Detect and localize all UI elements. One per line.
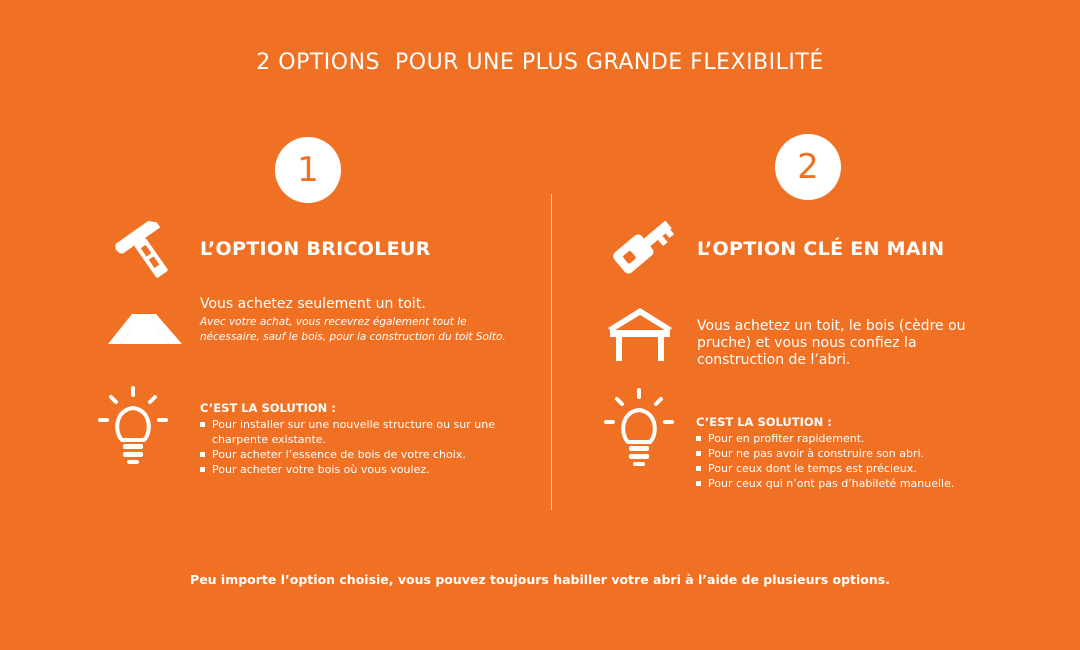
list-item: Pour ceux dont le temps est précieux. <box>696 461 1016 476</box>
column-divider <box>551 194 552 510</box>
solution-block <box>200 401 530 477</box>
list-item: Pour ne pas avoir à construire son abri. <box>696 446 1016 461</box>
list-item: Pour acheter votre bois où vous voulez. <box>200 462 530 477</box>
roof-icon <box>108 312 184 348</box>
page-title: 2 OPTIONS POUR UNE PLUS GRANDE FLEXIBILITÉ <box>256 50 824 75</box>
solution-list <box>200 417 530 477</box>
hammer-icon <box>106 214 182 278</box>
footer-note: Peu importe l’option choisie, vous pouvez toujours habiller votre abri à l’aide de plusieurs options. <box>190 572 890 587</box>
solution-block <box>696 415 1016 491</box>
option-note: Avec votre achat, vous recevrez également tout le nécessaire, sauf le bois, pour la construction du toit Solto. <box>200 316 506 343</box>
shelter-icon <box>606 306 674 362</box>
lightbulb-icon <box>96 384 170 468</box>
option-heading: L’OPTION BRICOLEUR <box>200 238 431 260</box>
solution-list <box>696 431 1016 491</box>
option-description: Vous achetez un toit, le bois (cèdre ou pruche) et vous nous confiez la construction de l’abri. <box>697 318 966 368</box>
solution-title: C’EST LA SOLUTION : <box>200 401 336 415</box>
option-number-badge: 1 <box>275 137 341 203</box>
list-item: Pour en profiter rapidement. <box>696 431 1016 446</box>
solution-title: C’EST LA SOLUTION : <box>696 415 832 429</box>
option-number-badge: 2 <box>775 134 841 200</box>
list-item: Pour ceux qui n’ont pas d’habileté manuelle. <box>696 476 1016 491</box>
list-item: Pour acheter l’essence de bois de votre choix. <box>200 447 530 462</box>
option-heading: L’OPTION CLÉ EN MAIN <box>697 238 945 260</box>
key-icon <box>604 210 684 280</box>
list-item: Pour installer sur une nouvelle structure ou sur une charpente existante. <box>200 417 530 447</box>
lightbulb-icon <box>602 386 676 470</box>
option-description: Vous achetez seulement un toit. <box>200 296 426 312</box>
